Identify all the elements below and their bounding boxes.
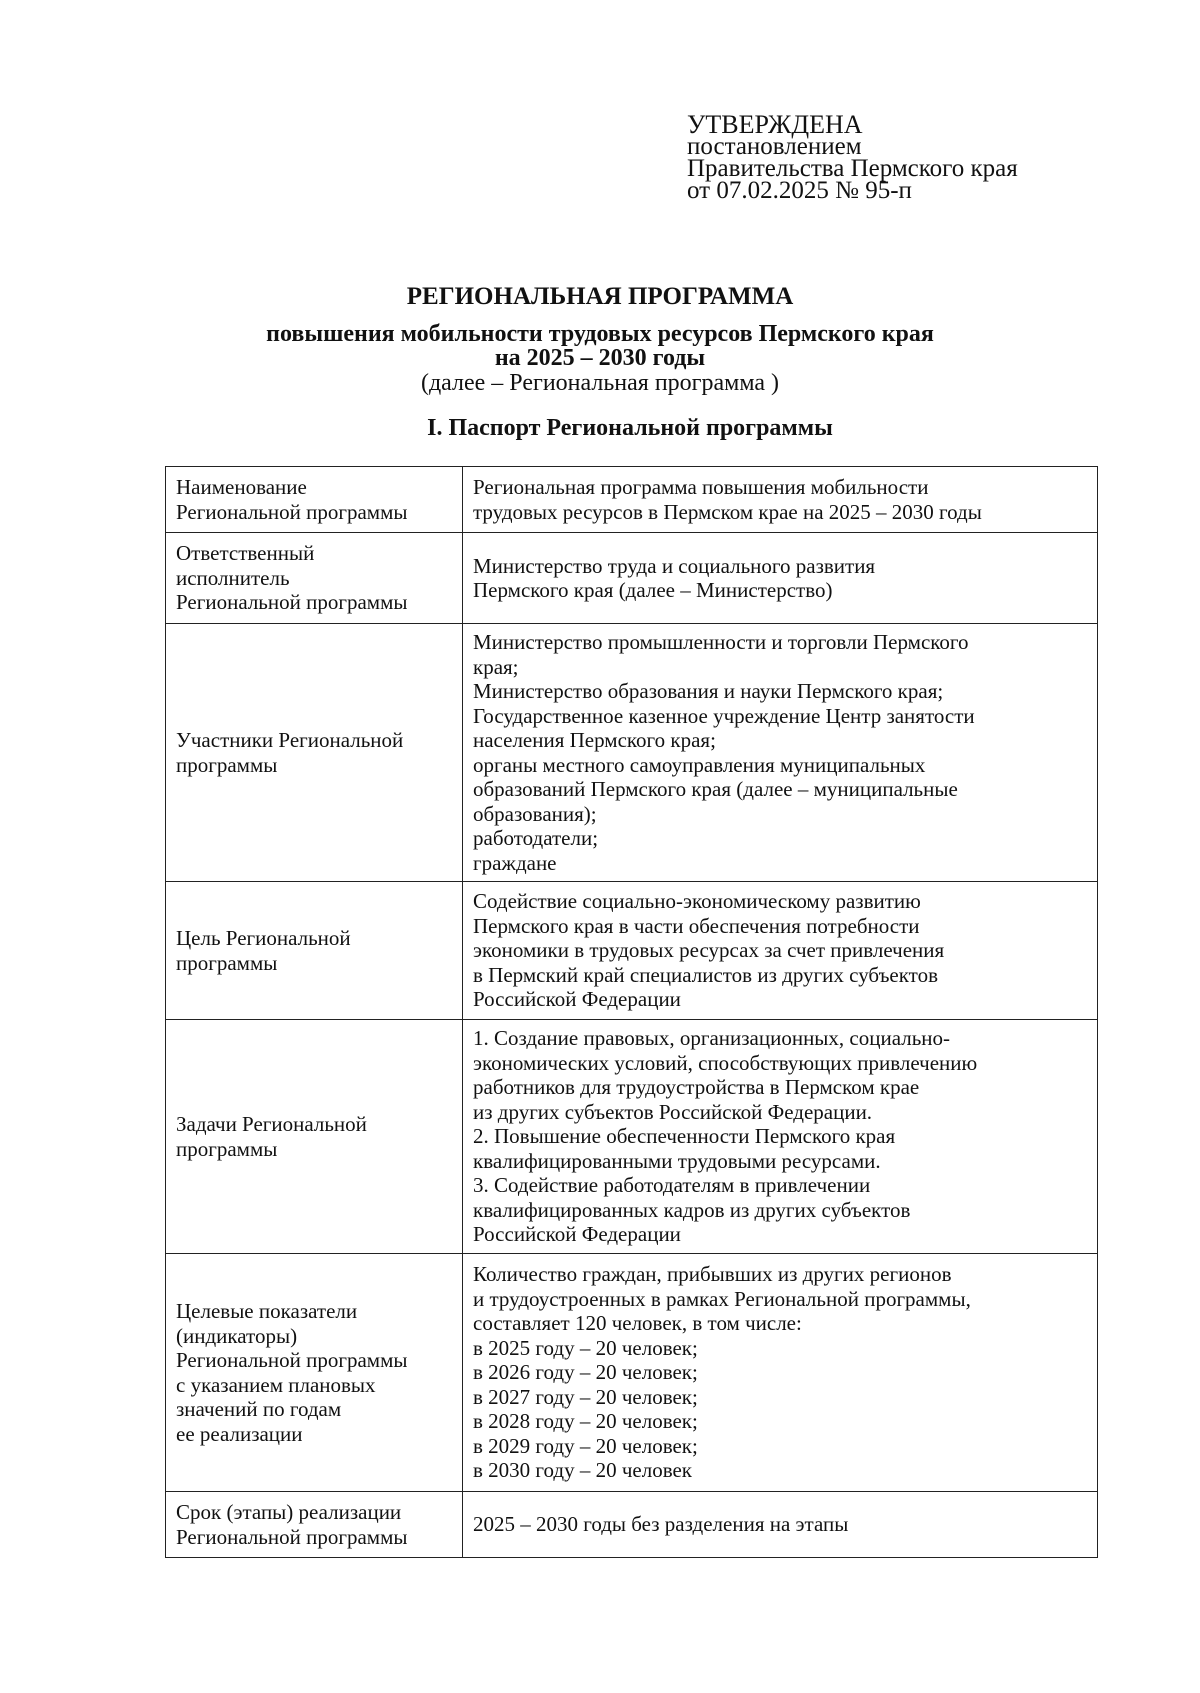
row-value: Региональная программа повышения мобильности трудовых ресурсов в Пермском крае на 2025 – 2030 годы <box>463 467 1098 533</box>
approval-line-3: от 07.02.2025 № 95-п <box>687 177 912 204</box>
approval-stamp <box>687 110 1018 204</box>
document-subtitle-line-1: повышения мобильности трудовых ресурсов Пермского края <box>266 321 934 347</box>
row-value: Содействие социально-экономическому развитию Пермского края в части обеспечения потребности экономики в трудовых ресурсах за счет привлечения в Пермский край специалистов из других субъектов Российской Федерации <box>463 882 1098 1020</box>
document-subtitle-line-2: на 2025 – 2030 годы <box>494 345 706 371</box>
row-label: Цель Региональной программы <box>166 882 463 1020</box>
document-title: РЕГИОНАЛЬНАЯ ПРОГРАММА <box>406 283 794 310</box>
document-header <box>0 282 1200 396</box>
approval-title: УТВЕРЖДЕНА <box>687 110 863 139</box>
row-value: 2025 – 2030 годы без разделения на этапы <box>463 1492 1098 1558</box>
table-row <box>166 467 1098 533</box>
row-label: Срок (этапы) реализации Региональной программы <box>166 1492 463 1558</box>
row-value: Министерство труда и социального развития Пермского края (далее – Министерство) <box>463 533 1098 624</box>
row-label: Участники Региональной программы <box>166 624 463 882</box>
row-value: 1. Создание правовых, организационных, социально- экономических условий, способствующих привлечению работников для трудоустройства в Пермском крае из других субъектов Российской Федерации. 2. Повышение обеспеченности Пермского края квалифицированными трудовыми ресурсами. 3. Содействие работодателям в привлечении квалифицированных кадров из других субъектов Российской Федерации <box>463 1020 1098 1254</box>
table-row <box>166 624 1098 882</box>
table-row <box>166 1254 1098 1492</box>
row-label: Ответственный исполнитель Региональной программы <box>166 533 463 624</box>
row-value: Министерство промышленности и торговли Пермского края; Министерство образования и науки Пермского края; Государственное казенное учреждение Центр занятости населения Пермского края; органы местного самоуправления муниципальных образований Пермского края (далее – муниципальные образования); работодатели; граждане <box>463 624 1098 882</box>
table-row <box>166 1020 1098 1254</box>
approval-line-1: постановлением <box>687 133 862 160</box>
table-row <box>166 1492 1098 1558</box>
table-row <box>166 533 1098 624</box>
passport-table <box>165 466 1098 1558</box>
row-label: Целевые показатели (индикаторы) Региональной программы с указанием плановых значений по годам ее реализации <box>166 1254 463 1492</box>
row-label: Задачи Региональной программы <box>166 1020 463 1254</box>
approval-line-2: Правительства Пермского края <box>687 155 1018 182</box>
document-note: (далее – Региональная программа ) <box>420 370 780 396</box>
row-value: Количество граждан, прибывших из других регионов и трудоустроенных в рамках Региональной программы, составляет 120 человек, в том числе: в 2025 году – 20 человек; в 2026 году – 20 человек; в 2027 году – 20 человек; в 2028 году – 20 человек; в 2029 году – 20 человек; в 2030 году – 20 человек <box>463 1254 1098 1492</box>
table-row <box>166 882 1098 1020</box>
row-label: Наименование Региональной программы <box>166 467 463 533</box>
section-title: I. Паспорт Региональной программы <box>427 415 833 441</box>
